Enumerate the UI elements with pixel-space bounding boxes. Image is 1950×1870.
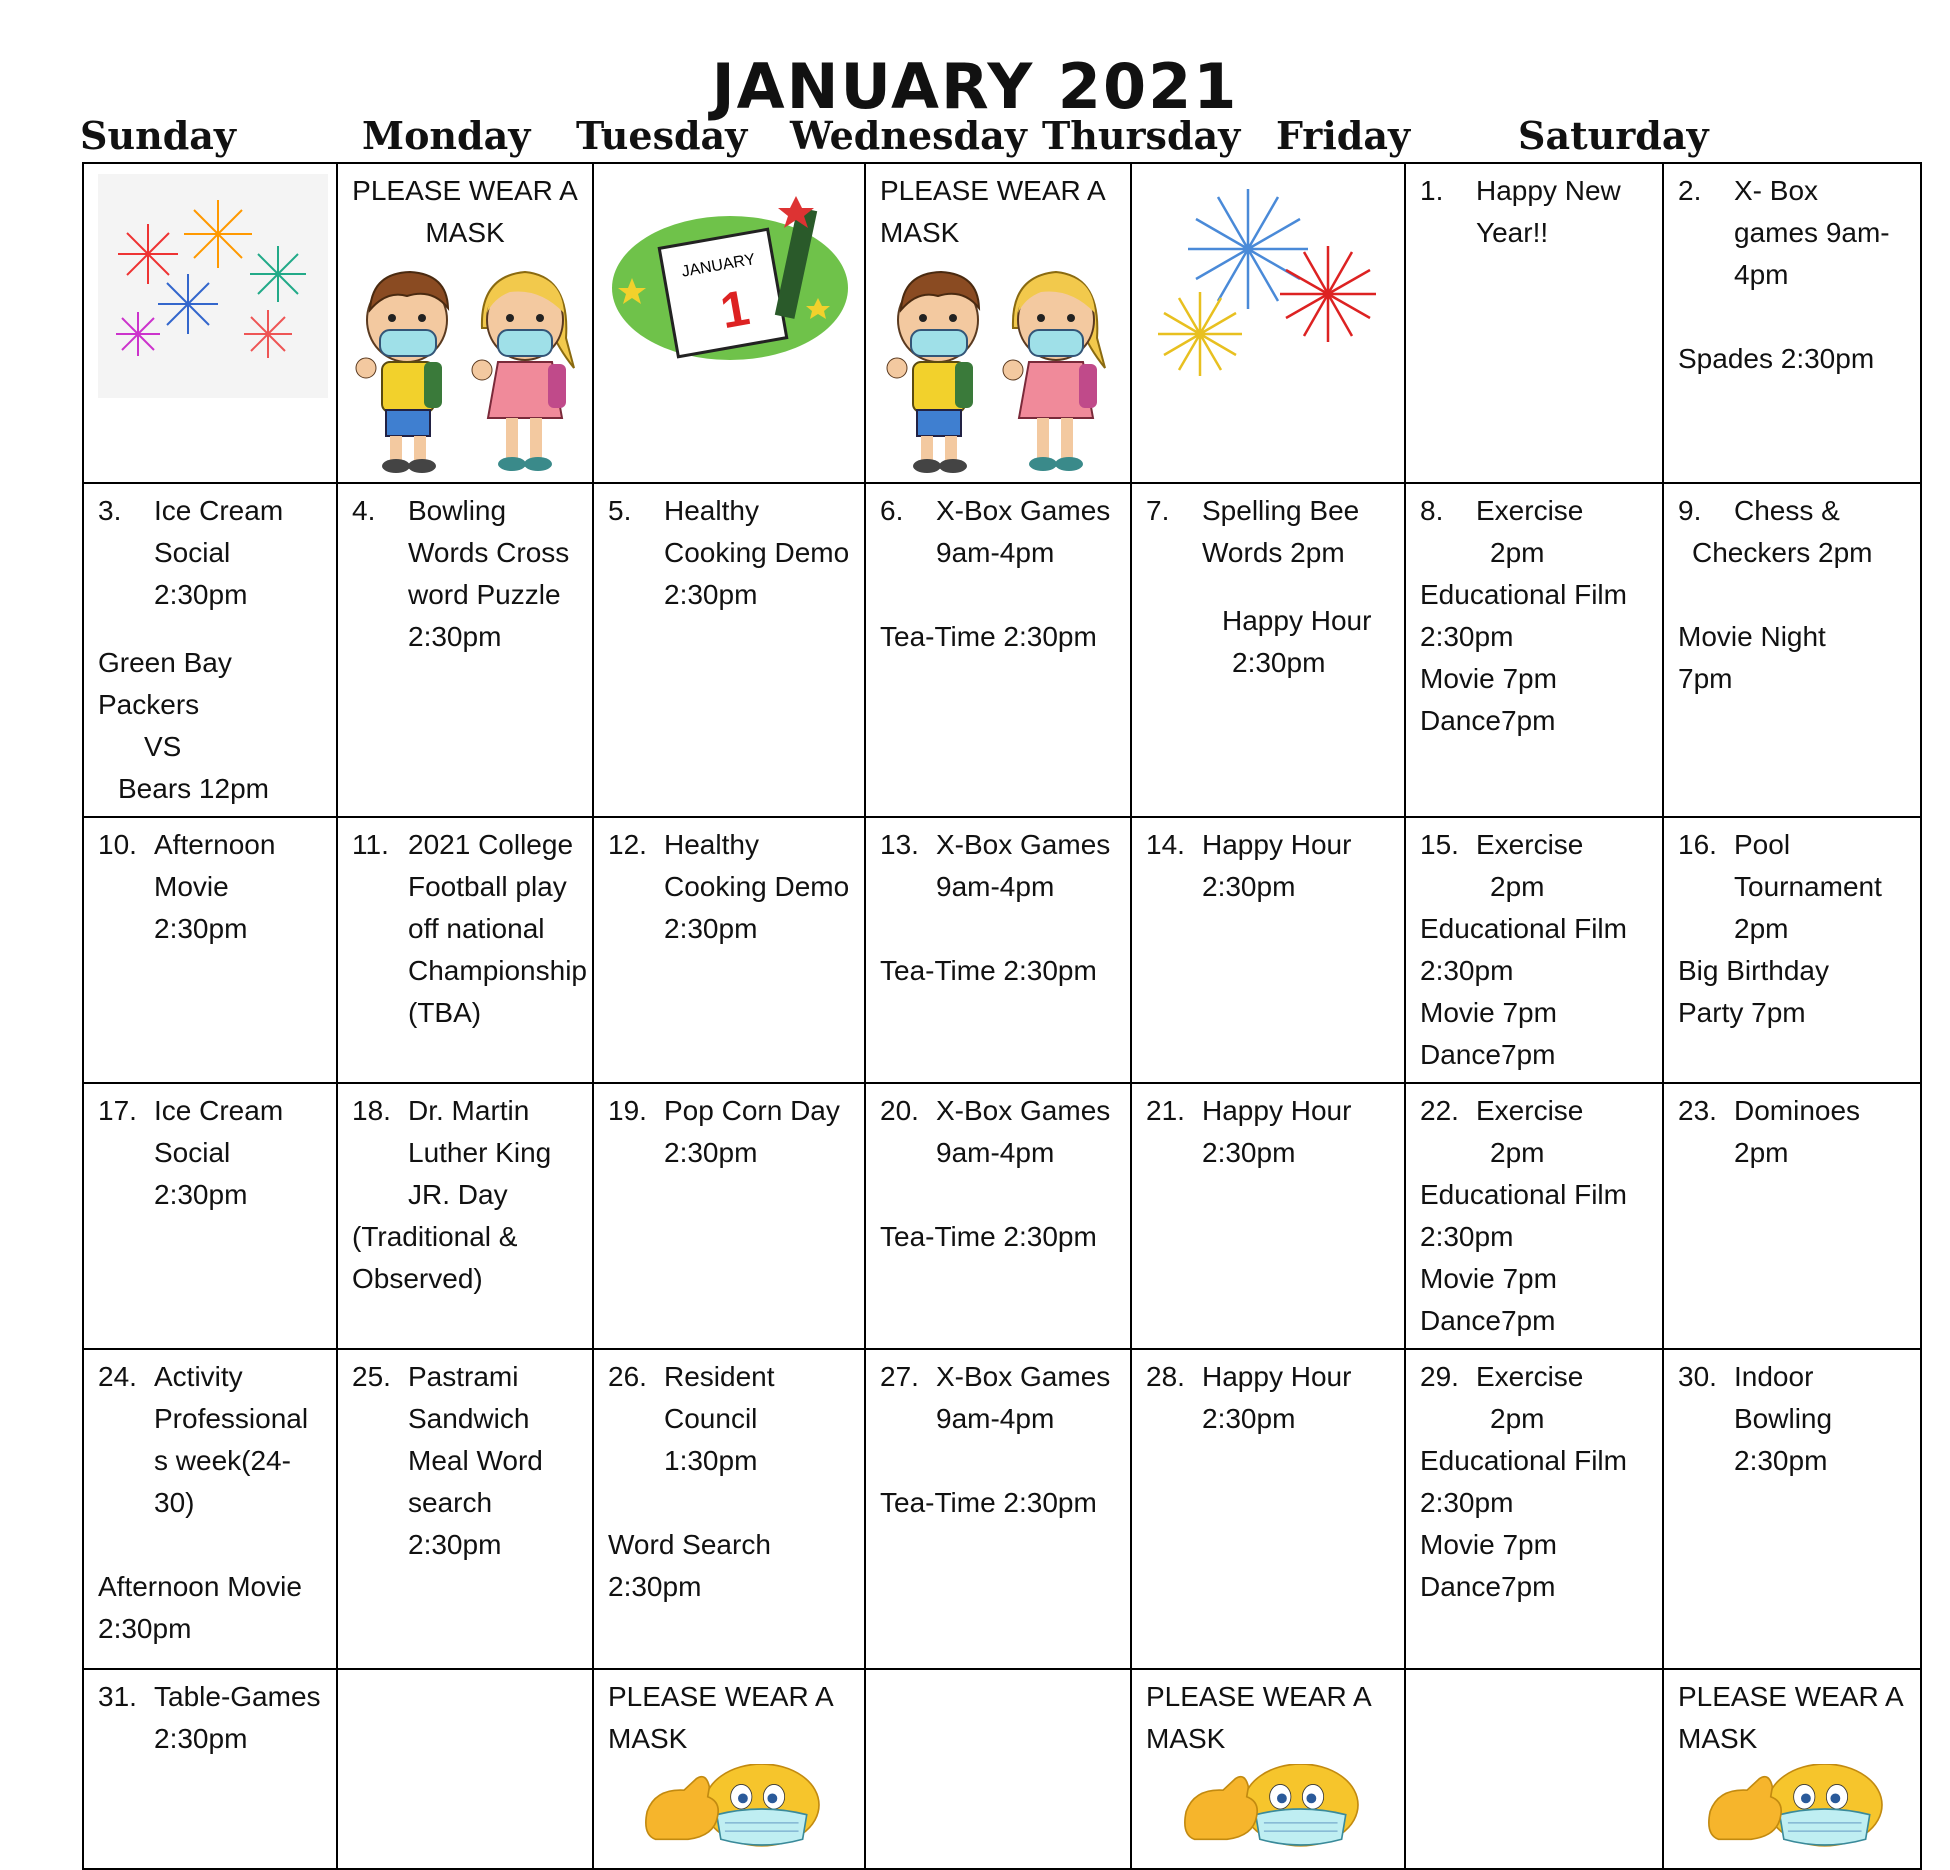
day-number: 25. xyxy=(352,1361,391,1392)
cell-day-25 xyxy=(337,1349,593,1669)
cell-empty-mon-6 xyxy=(337,1669,593,1869)
event-text: Spades 2:30pm xyxy=(1678,343,1875,374)
day-number: 23. xyxy=(1678,1095,1717,1126)
event-text: Dance7pm xyxy=(1420,705,1556,736)
page-title: JANUARY 2021 xyxy=(711,50,1239,123)
event-text: Educational Film xyxy=(1420,913,1627,944)
calendar-page-image xyxy=(608,188,852,388)
day-header-friday: Friday xyxy=(1276,113,1411,158)
day-number: 22. xyxy=(1420,1095,1459,1126)
event-text: Resident Council 1:30pm xyxy=(664,1361,775,1476)
event-text: Indoor Bowling 2:30pm xyxy=(1734,1361,1833,1476)
cell-day-18 xyxy=(337,1083,593,1349)
cell-day-29 xyxy=(1405,1349,1663,1669)
event-text: X-Box Games 9am-4pm xyxy=(936,1095,1111,1168)
event-text: X-Box Games 9am-4pm xyxy=(936,1361,1111,1434)
day-number: 14. xyxy=(1146,829,1185,860)
cell-day-27 xyxy=(865,1349,1131,1669)
cell-empty-thu-1 xyxy=(1131,163,1405,483)
cell-day-8 xyxy=(1405,483,1663,817)
cell-day-6 xyxy=(865,483,1131,817)
cell-day-5 xyxy=(593,483,865,817)
event-text: Table-Games 2:30pm xyxy=(154,1681,321,1754)
event-text: 2:30pm xyxy=(98,1613,192,1644)
svg-text:JANUARY: JANUARY xyxy=(680,251,757,281)
cell-day-9 xyxy=(1663,483,1921,817)
day-number: 5. xyxy=(608,495,632,526)
event-text: Bears 12pm xyxy=(118,773,269,804)
event-text: Happy Hour 2:30pm xyxy=(1202,1361,1352,1434)
event-text: Bowling Words Cross word Puzzle 2:30pm xyxy=(408,495,570,652)
cell-day-2 xyxy=(1663,163,1921,483)
event-text: (Traditional & xyxy=(352,1221,518,1252)
day-number: 3. xyxy=(98,495,122,526)
cell-day-4 xyxy=(337,483,593,817)
cell-day-11 xyxy=(337,817,593,1083)
event-text: Dance7pm xyxy=(1420,1571,1556,1602)
cell-day-1 xyxy=(1405,163,1663,483)
cell-empty-sun-1 xyxy=(83,163,337,483)
event-text: VS xyxy=(144,731,182,762)
masked-kids-image xyxy=(352,258,582,474)
cell-day-28 xyxy=(1131,1349,1405,1669)
event-text: 2:30pm xyxy=(1420,1221,1514,1252)
masked-emoji-image xyxy=(624,1764,834,1854)
day-header-wednesday: Wednesday xyxy=(790,113,1027,158)
event-text: Pastrami Sandwich Meal Word search 2:30pm xyxy=(408,1361,543,1560)
cell-mask-tue-6 xyxy=(593,1669,865,1869)
event-text: Pop Corn Day 2:30pm xyxy=(664,1095,840,1168)
calendar-grid xyxy=(82,162,1922,1870)
mask-notice: PLEASE WEAR A MASK xyxy=(608,1681,833,1754)
mask-notice: PLEASE WEAR A MASK xyxy=(352,175,578,248)
day-number: 8. xyxy=(1420,495,1444,526)
fireworks-burst-image xyxy=(1148,174,1388,404)
mask-notice: PLEASE WEAR A MASK xyxy=(880,175,1105,248)
event-text: Exercise xyxy=(1476,495,1584,526)
cell-day-10 xyxy=(83,817,337,1083)
cell-day-23 xyxy=(1663,1083,1921,1349)
event-text: Tea-Time 2:30pm xyxy=(880,1221,1097,1252)
mask-notice: PLEASE WEAR A MASK xyxy=(1678,1681,1903,1754)
event-text: Healthy Cooking Demo 2:30pm xyxy=(664,495,850,610)
event-text: Ice Cream Social 2:30pm xyxy=(154,495,284,610)
cell-day-31 xyxy=(83,1669,337,1869)
day-number: 28. xyxy=(1146,1361,1185,1392)
day-number: 19. xyxy=(608,1095,647,1126)
event-text: 2:30pm xyxy=(1232,647,1326,678)
event-text: X-Box Games 9am-4pm xyxy=(936,829,1111,902)
event-text: Dr. Martin Luther King xyxy=(408,1095,552,1168)
cell-day-22 xyxy=(1405,1083,1663,1349)
masked-emoji-image xyxy=(1163,1764,1373,1854)
event-text: 2021 College Football play off national Championship (TBA) xyxy=(408,829,587,1028)
event-text: 2pm xyxy=(1490,537,1545,568)
week-row-2 xyxy=(83,483,1921,817)
event-text: Observed) xyxy=(352,1263,483,1294)
event-text: 2pm xyxy=(1490,1137,1545,1168)
event-text: Educational Film xyxy=(1420,579,1627,610)
day-number: 21. xyxy=(1146,1095,1185,1126)
cell-empty-wed-6 xyxy=(865,1669,1131,1869)
event-text: 2pm xyxy=(1490,871,1545,902)
day-number: 13. xyxy=(880,829,919,860)
day-header-monday: Monday xyxy=(362,113,531,158)
event-text: JR. Day xyxy=(408,1179,508,1210)
event-text: Happy Hour xyxy=(1222,605,1372,636)
day-number: 16. xyxy=(1678,829,1717,860)
day-header-tuesday: Tuesday xyxy=(576,113,748,158)
event-text: Tea-Time 2:30pm xyxy=(880,1487,1097,1518)
day-number: 2. xyxy=(1678,175,1702,206)
event-text: Happy New Year!! xyxy=(1476,175,1621,248)
day-number: 11. xyxy=(352,829,389,860)
masked-emoji-image xyxy=(1687,1764,1897,1854)
cell-empty-fri-6 xyxy=(1405,1669,1663,1869)
event-text: Party 7pm xyxy=(1678,997,1806,1028)
day-header-saturday: Saturday xyxy=(1518,113,1709,158)
event-text: Exercise xyxy=(1476,829,1584,860)
cell-day-3 xyxy=(83,483,337,817)
cell-mask-sat-6 xyxy=(1663,1669,1921,1869)
event-text: Exercise xyxy=(1476,1095,1584,1126)
cell-day-13 xyxy=(865,817,1131,1083)
day-number: 27. xyxy=(880,1361,919,1392)
cell-day-14 xyxy=(1131,817,1405,1083)
cell-day-15 xyxy=(1405,817,1663,1083)
cell-mask-thu-6 xyxy=(1131,1669,1405,1869)
cell-day-7 xyxy=(1131,483,1405,817)
day-number: 20. xyxy=(880,1095,919,1126)
event-text: Afternoon Movie 2:30pm xyxy=(154,829,276,944)
event-text: X- Box games 9am-4pm xyxy=(1734,175,1890,290)
event-text: Ice Cream Social 2:30pm xyxy=(154,1095,284,1210)
cell-day-17 xyxy=(83,1083,337,1349)
event-text: X-Box Games 9am-4pm xyxy=(936,495,1111,568)
event-text: Movie 7pm xyxy=(1420,1263,1557,1294)
event-text: Movie 7pm xyxy=(1420,997,1557,1028)
cell-day-30 xyxy=(1663,1349,1921,1669)
event-text: Green Bay xyxy=(98,647,232,678)
day-number: 31. xyxy=(98,1681,137,1712)
cell-day-12 xyxy=(593,817,865,1083)
event-text: Tea-Time 2:30pm xyxy=(880,955,1097,986)
day-number: 30. xyxy=(1678,1361,1717,1392)
fireworks-image xyxy=(98,174,328,398)
event-text: Educational Film xyxy=(1420,1445,1627,1476)
event-text: Movie 7pm xyxy=(1420,663,1557,694)
day-number: 10. xyxy=(98,829,137,860)
event-text: 2:30pm xyxy=(1420,955,1514,986)
event-text: Pool Tournament 2pm xyxy=(1734,829,1882,944)
day-number: 4. xyxy=(352,495,376,526)
event-text: 2:30pm xyxy=(1420,621,1514,652)
cell-day-20 xyxy=(865,1083,1131,1349)
week-row-3 xyxy=(83,817,1921,1083)
day-number: 6. xyxy=(880,495,904,526)
day-number: 12. xyxy=(608,829,647,860)
day-number: 15. xyxy=(1420,829,1459,860)
day-number: 24. xyxy=(98,1361,137,1392)
day-number: 1. xyxy=(1420,175,1444,206)
event-text: 2:30pm xyxy=(1420,1487,1514,1518)
week-row-6 xyxy=(83,1669,1921,1869)
cell-day-26 xyxy=(593,1349,865,1669)
cell-mask-mon-1 xyxy=(337,163,593,483)
event-text: Educational Film xyxy=(1420,1179,1627,1210)
event-text: 7pm xyxy=(1678,663,1733,694)
event-text: Spelling Bee Words 2pm xyxy=(1202,495,1360,568)
event-text: Big Birthday xyxy=(1678,955,1829,986)
event-text: Healthy Cooking Demo 2:30pm xyxy=(664,829,850,944)
event-text: 2:30pm xyxy=(608,1571,702,1602)
event-text: Happy Hour 2:30pm xyxy=(1202,829,1352,902)
event-text: 2pm xyxy=(1490,1403,1545,1434)
day-number: 17. xyxy=(98,1095,137,1126)
cell-day-24 xyxy=(83,1349,337,1669)
day-number: 26. xyxy=(608,1361,647,1392)
cell-day-21 xyxy=(1131,1083,1405,1349)
day-number: 29. xyxy=(1420,1361,1459,1392)
masked-kids-image xyxy=(883,258,1113,474)
svg-text:1: 1 xyxy=(716,279,754,340)
event-text: Dominoes 2pm xyxy=(1734,1095,1861,1168)
event-text: Afternoon Movie xyxy=(98,1571,302,1602)
day-number: 9. xyxy=(1678,495,1702,526)
event-text: Word Search xyxy=(608,1529,771,1560)
cell-empty-tue-1 xyxy=(593,163,865,483)
mask-notice: PLEASE WEAR A MASK xyxy=(1146,1681,1371,1754)
week-row-5 xyxy=(83,1349,1921,1669)
cell-day-16 xyxy=(1663,817,1921,1083)
cell-day-19 xyxy=(593,1083,865,1349)
event-text: Movie 7pm xyxy=(1420,1529,1557,1560)
event-text: Activity Professional s week(24-30) xyxy=(154,1361,309,1518)
week-row-4 xyxy=(83,1083,1921,1349)
event-text: Checkers 2pm xyxy=(1692,537,1873,568)
week-row-1 xyxy=(83,163,1921,483)
event-text: Movie Night xyxy=(1678,621,1826,652)
event-text: Dance7pm xyxy=(1420,1305,1556,1336)
day-header-thursday: Thursday xyxy=(1042,113,1241,158)
event-text: Exercise xyxy=(1476,1361,1584,1392)
event-text: Packers xyxy=(98,689,200,720)
day-header-sunday: Sunday xyxy=(80,113,236,158)
event-text: Tea-Time 2:30pm xyxy=(880,621,1097,652)
event-text: Happy Hour 2:30pm xyxy=(1202,1095,1352,1168)
event-text: Chess & xyxy=(1734,495,1840,526)
day-number: 18. xyxy=(352,1095,391,1126)
event-text: Dance7pm xyxy=(1420,1039,1556,1070)
day-number: 7. xyxy=(1146,495,1170,526)
cell-mask-wed-1 xyxy=(865,163,1131,483)
